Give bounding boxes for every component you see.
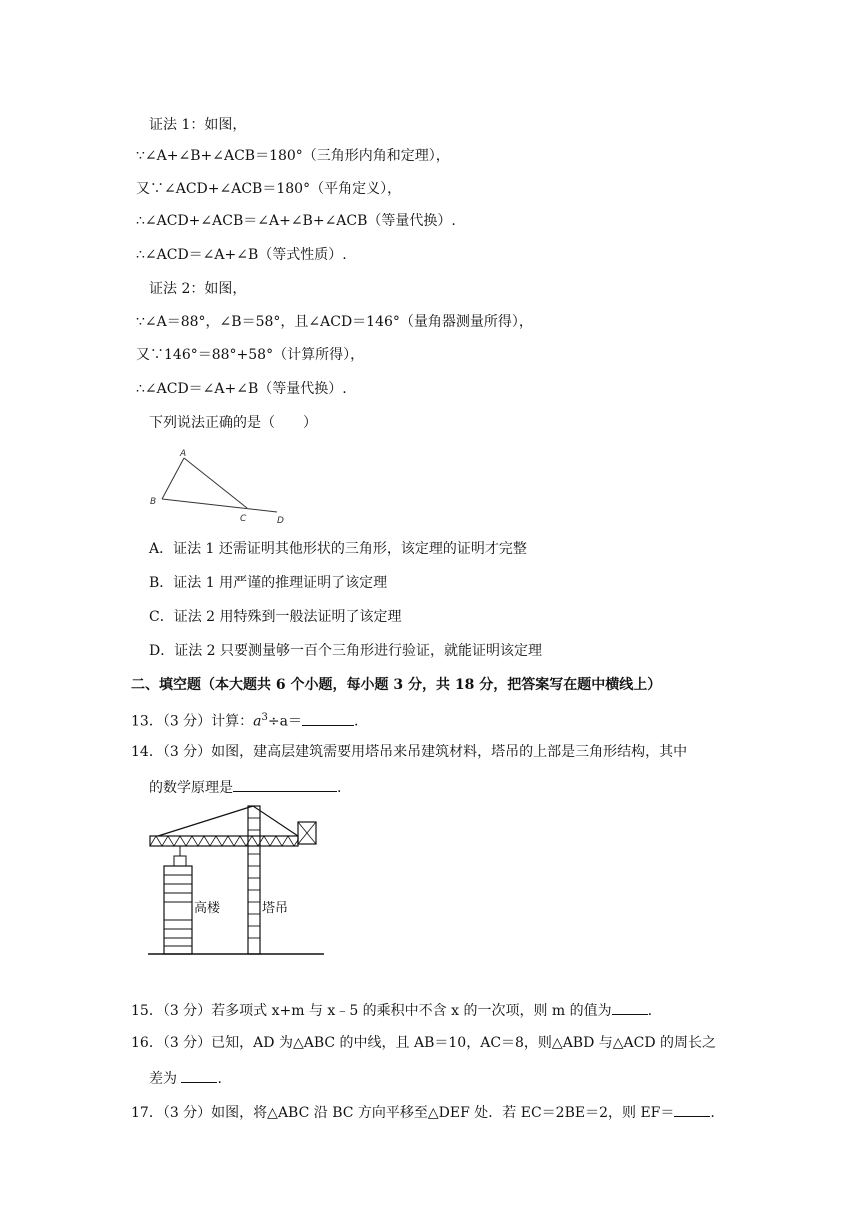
label-crane: 塔吊 [262,901,289,916]
q13-exponent: 3 [261,712,268,723]
q15 [131,1000,652,1020]
crane-mast [248,806,260,954]
q15-text: 15．（3 分）若多项式 x+m 与 x﹣5 的乘积中不含 x 的一次项，则 m 的值为 [131,1003,612,1019]
q15-end: . [647,1003,653,1019]
segment-ac [184,458,247,508]
q14-text: 的数学原理是 [149,780,233,796]
label-building: 高楼 [194,901,221,916]
q17-text: 17．（3 分）如图，将△ABC 沿 BC 方向平移至△DEF 处．若 EC＝2BE＝2，则 EF＝ [131,1105,675,1121]
proof1-line2: 又∵∠ACD+∠ACB＝180°（平角定义）， [136,181,402,197]
option-c: C．证法 2 用特殊到一般法证明了该定理 [149,609,402,625]
q17-answer-blank[interactable] [674,1102,710,1117]
option-a: A．证法 1 还需证明其他形状的三角形，该定理的证明才完整 [149,541,527,557]
q17-end: . [710,1105,715,1121]
proof1-line1: ∵∠A+∠B+∠ACB＝180°（三角形内角和定理）， [136,148,450,164]
proof2-line3: ∴∠ACD＝∠A+∠B（等量代换）. [136,381,347,397]
q13 [131,709,358,731]
section-heading: 二、填空题（本大题共 6 个小题，每小题 3 分，共 18 分，把答案写在题中横线上） [131,677,662,693]
jib-truss [150,836,298,846]
q14-answer-blank[interactable] [233,777,337,792]
q13-base: a [253,713,262,730]
option-b: B．证法 1 用严谨的推理证明了该定理 [149,575,388,591]
q16-answer-blank[interactable] [181,1068,217,1083]
crane-figure [146,804,326,958]
question-stem: 下列说法正确的是（ ） [149,415,317,431]
label-c: C [240,514,247,524]
segment-ab [162,458,184,499]
q14-line1: 14．（3 分）如图，建高层建筑需要用塔吊来吊建筑材料，塔吊的上部是三角形结构，其中 [131,744,688,760]
crane-jib [150,836,298,846]
q16-text: 差为 [149,1071,182,1087]
hook-block [174,856,186,866]
building [164,866,192,954]
triangle-figure [144,446,294,526]
q13-answer-blank[interactable] [302,711,354,726]
q16-line2 [149,1068,222,1088]
proof2-line2: 又∵146°＝88°+58°（计算所得）， [136,347,365,363]
q13-end: . [353,713,359,730]
proof1-line3: ∴∠ACD+∠ACB＝∠A+∠B+∠ACB（等量代换）. [136,213,456,229]
q13-rest: ÷a＝ [267,713,302,730]
left-tie [158,806,253,836]
q17 [131,1102,715,1122]
q16-end: . [217,1071,222,1087]
proof2-title: 证法 2：如图， [149,281,247,297]
q14-line2 [149,777,341,797]
option-d: D．证法 2 只要测量够一百个三角形进行验证，就能证明该定理 [149,643,543,659]
q16-line1: 16．（3 分）已知，AD 为△ABC 的中线，且 AB＝10，AC＝8，则△ABD 与△ACD 的周长之 [131,1035,717,1051]
label-d: D [277,516,284,526]
proof1-title: 证法 1：如图， [149,117,247,133]
proof1-line4: ∴∠ACD＝∠A+∠B（等式性质）. [136,247,347,263]
label-b: B [150,497,157,507]
q14-end: . [337,780,342,796]
segment-bd [162,499,277,512]
proof2-line1: ∵∠A＝88°，∠B＝58°，且∠ACD＝146°（量角器测量所得）， [136,314,533,330]
q13-number: 13．（3 分）计算： [131,713,254,730]
q15-answer-blank[interactable] [612,1000,648,1015]
label-a: A [180,449,187,459]
